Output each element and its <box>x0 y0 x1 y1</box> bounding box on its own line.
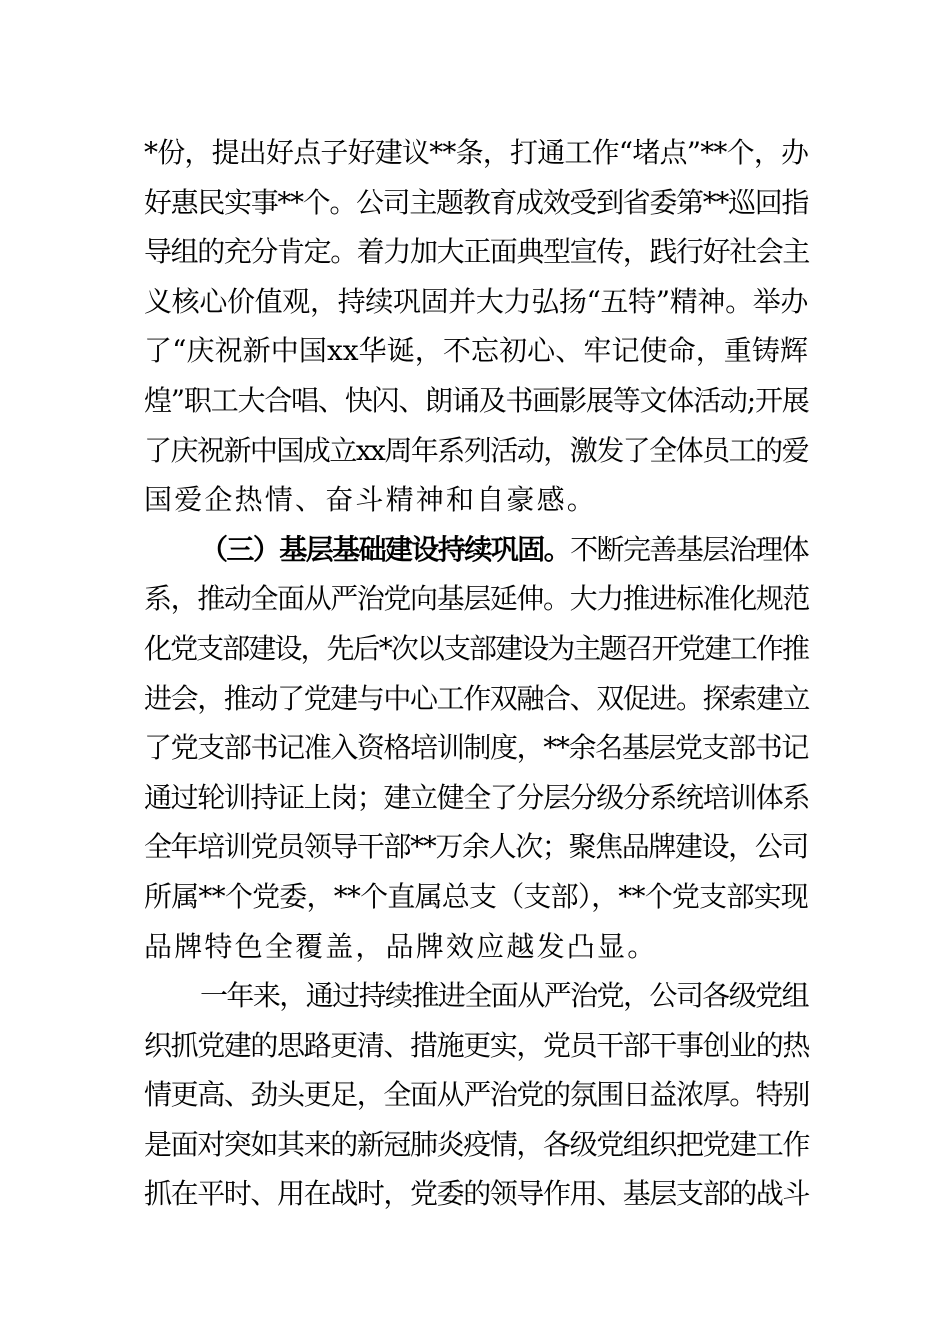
text-line: 系，推动全面从严治党向基层延伸。大力推进标准化规范 <box>144 582 810 616</box>
text-line: 进会，推动了党建与中心工作双融合、双促进。探索建立 <box>144 681 810 715</box>
paragraph-3 <box>144 971 808 1219</box>
text-line: 了党支部书记准入资格培训制度，**余名基层党支部书记 <box>144 731 808 765</box>
text-line: 了庆祝新中国成立xx周年系列活动，激发了全体员工的爱 <box>144 433 808 467</box>
section-heading: （三）基层基础建设持续巩固。 <box>200 532 571 566</box>
paragraph-1 <box>144 128 808 525</box>
text-line: 通过轮训持证上岗；建立健全了分层分级分系统培训体系 <box>144 780 810 814</box>
paragraph-2 <box>144 525 808 971</box>
text-line: 织抓党建的思路更清、措施更实，党员干部干事创业的热 <box>144 1028 810 1062</box>
heading-continuation: 不断完善基层治理体 <box>570 532 808 566</box>
text-line: 好惠民实事**个。公司主题教育成效受到省委第**巡回指 <box>144 185 808 219</box>
text-line: *份，提出好点子好建议**条，打通工作“堵点”**个，办 <box>144 136 809 169</box>
text-line: 义核心价值观，持续巩固并大力弘扬“五特”精神。举办 <box>144 284 808 318</box>
text-line: 化党支部建设，先后*次以支部建设为主题召开党建工作推 <box>144 631 808 665</box>
text-line: 全年培训党员领导干部**万余人次；聚焦品牌建设，公司 <box>144 830 808 864</box>
text-line: 是面对突如其来的新冠肺炎疫情，各级党组织把党建工作 <box>144 1127 810 1161</box>
text-line: 所属**个党委，**个直属总支（支部），**个党支部实现 <box>144 879 808 913</box>
text-line: 煌”职工大合唱、快闪、朗诵及书画影展等文体活动;开展 <box>144 383 809 417</box>
text-line-first <box>144 525 808 575</box>
text-line: 导组的充分肯定。着力加大正面典型宣传，践行好社会主 <box>144 235 810 269</box>
document-page <box>144 128 808 1219</box>
text-line: 了“庆祝新中国xx华诞，不忘初心、牢记使命，重铸辉 <box>144 334 808 368</box>
text-line: 国爱企热情、奋斗精神和自豪感。 <box>144 483 598 517</box>
text-line: 情更高、劲头更足，全面从严治党的氛围日益浓厚。特别 <box>144 1078 810 1112</box>
text-line-first: 一年来，通过持续推进全面从严治党，公司各级党组 <box>200 979 808 1013</box>
text-line: 品牌特色全覆盖，品牌效应越发凸显。 <box>144 929 658 963</box>
text-line: 抓在平时、用在战时，党委的领导作用、基层支部的战斗 <box>144 1177 810 1211</box>
